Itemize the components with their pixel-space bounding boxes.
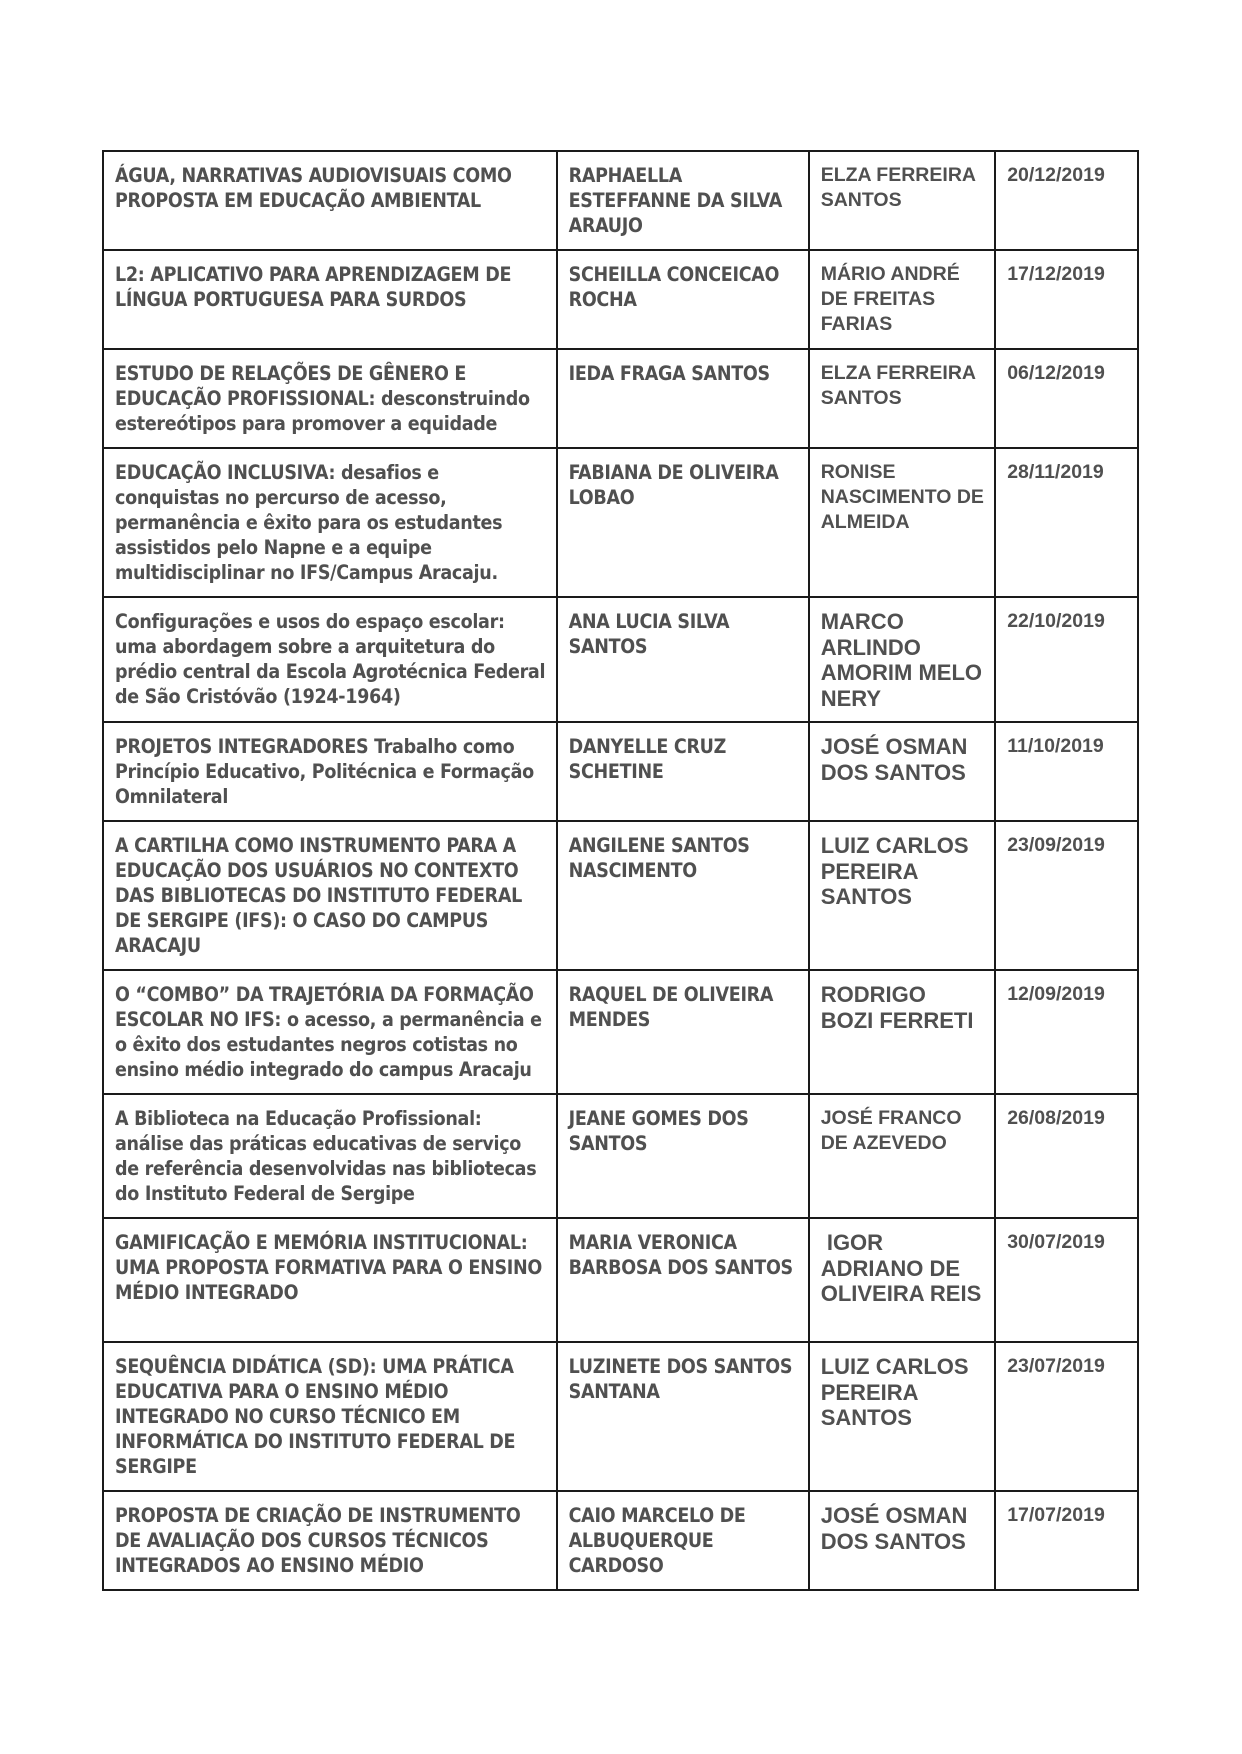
advisor-cell — [809, 821, 996, 970]
thesis-advisor: JOSÉ OSMAN DOS SANTOS — [820, 1503, 968, 1554]
defense-date: 22/10/2019 — [1007, 610, 1105, 632]
table-row — [103, 151, 1138, 250]
title-cell — [103, 151, 557, 250]
thesis-author: RAQUEL DE OLIVEIRA MENDES — [568, 983, 774, 1031]
date-cell — [995, 250, 1138, 349]
date-cell — [995, 821, 1138, 970]
date-cell — [995, 448, 1138, 597]
table-row — [103, 1342, 1138, 1491]
title-cell — [103, 1218, 557, 1342]
thesis-advisor: RODRIGO BOZI FERRETI — [820, 982, 974, 1033]
thesis-author: DANYELLE CRUZ SCHETINE — [568, 735, 727, 783]
title-cell — [103, 1491, 557, 1590]
table-row — [103, 597, 1138, 722]
author-cell — [557, 1491, 809, 1590]
author-cell — [557, 151, 809, 250]
thesis-author: MARIA VERONICA BARBOSA DOS SANTOS — [568, 1231, 793, 1279]
document-page — [102, 150, 1139, 1591]
author-cell — [557, 722, 809, 821]
thesis-title: PROPOSTA DE CRIAÇÃO DE INSTRUMENTO DE AVALIAÇÃO DOS CURSOS TÉCNICOS INTEGRADOS AO ENSINO MÉDIO — [115, 1504, 521, 1577]
thesis-title: L2: APLICATIVO PARA APRENDIZAGEM DE LÍNGUA PORTUGUESA PARA SURDOS — [115, 263, 512, 311]
author-cell — [557, 1218, 809, 1342]
thesis-author: JEANE GOMES DOS SANTOS — [568, 1107, 749, 1155]
thesis-title: O “COMBO” DA TRAJETÓRIA DA FORMAÇÃO ESCOLAR NO IFS: o acesso, a permanência e o êxito dos estudantes negros cotistas no ensino médio integrado do campus Aracaju — [115, 983, 542, 1081]
advisor-cell — [809, 970, 996, 1094]
author-cell — [557, 349, 809, 448]
advisor-cell — [809, 250, 996, 349]
defense-date: 11/10/2019 — [1007, 735, 1104, 757]
defense-date: 28/11/2019 — [1007, 461, 1104, 483]
thesis-author: SCHEILLA CONCEICAO ROCHA — [568, 263, 780, 311]
advisor-cell — [809, 722, 996, 821]
thesis-title: Configurações e usos do espaço escolar: uma abordagem sobre a arquitetura do prédio central da Escola Agrotécnica Federal de São Cristóvão (1924-1964) — [115, 610, 546, 708]
thesis-title: PROJETOS INTEGRADORES Trabalho como Princípio Educativo, Politécnica e Formação Omnilateral — [115, 735, 534, 808]
table-row — [103, 1094, 1138, 1218]
thesis-title: ÁGUA, NARRATIVAS AUDIOVISUAIS COMO PROPOSTA EM EDUCAÇÃO AMBIENTAL — [115, 164, 512, 212]
table-row — [103, 250, 1138, 349]
defense-date: 23/07/2019 — [1007, 1355, 1105, 1377]
thesis-author: ANGILENE SANTOS NASCIMENTO — [568, 834, 750, 882]
author-cell — [557, 597, 809, 722]
thesis-advisor: MÁRIO ANDRÉ DE FREITAS FARIAS — [820, 263, 960, 335]
thesis-title: EDUCAÇÃO INCLUSIVA: desafios e conquistas no percurso de acesso, permanência e êxito para os estudantes assistidos pelo Napne e a equipe multidisciplinar no IFS/Campus Aracaju. — [115, 461, 503, 584]
author-cell — [557, 821, 809, 970]
defense-date: 06/12/2019 — [1007, 362, 1105, 384]
thesis-advisor: ELZA FERREIRA SANTOS — [820, 362, 976, 409]
title-cell — [103, 1342, 557, 1491]
thesis-title: SEQUÊNCIA DIDÁTICA (SD): UMA PRÁTICA EDUCATIVA PARA O ENSINO MÉDIO INTEGRADO NO CURSO TÉCNICO EM INFORMÁTICA DO INSTITUTO FEDERAL DE SERGIPE — [115, 1355, 516, 1478]
thesis-advisor: LUIZ CARLOS PEREIRA SANTOS — [820, 833, 969, 909]
table-row — [103, 349, 1138, 448]
thesis-author: CAIO MARCELO DE ALBUQUERQUE CARDOSO — [568, 1504, 746, 1577]
title-cell — [103, 349, 557, 448]
advisor-cell — [809, 1342, 996, 1491]
title-cell — [103, 1094, 557, 1218]
thesis-author: FABIANA DE OLIVEIRA LOBAO — [568, 461, 779, 509]
thesis-advisor: IGOR ADRIANO DE OLIVEIRA REIS — [820, 1230, 982, 1306]
advisor-cell — [809, 1218, 996, 1342]
title-cell — [103, 448, 557, 597]
table-row — [103, 970, 1138, 1094]
table-row — [103, 448, 1138, 597]
advisor-cell — [809, 349, 996, 448]
date-cell — [995, 1094, 1138, 1218]
date-cell — [995, 1491, 1138, 1590]
date-cell — [995, 597, 1138, 722]
thesis-author: LUZINETE DOS SANTOS SANTANA — [568, 1355, 793, 1403]
thesis-advisor: LUIZ CARLOS PEREIRA SANTOS — [820, 1354, 969, 1430]
advisor-cell — [809, 597, 996, 722]
defense-date: 12/09/2019 — [1007, 983, 1105, 1005]
thesis-author: RAPHAELLA ESTEFFANNE DA SILVA ARAUJO — [568, 164, 782, 237]
table-row — [103, 1491, 1138, 1590]
date-cell — [995, 1342, 1138, 1491]
thesis-advisor: JOSÉ OSMAN DOS SANTOS — [820, 734, 968, 785]
title-cell — [103, 597, 557, 722]
table-row — [103, 821, 1138, 970]
theses-table-body — [103, 151, 1138, 1590]
date-cell — [995, 722, 1138, 821]
thesis-author: IEDA FRAGA SANTOS — [568, 362, 770, 385]
table-row — [103, 722, 1138, 821]
thesis-title: A Biblioteca na Educação Profissional: análise das práticas educativas de serviço de referência desenvolvidas nas bibliotecas do Instituto Federal de Sergipe — [115, 1107, 537, 1205]
theses-table — [102, 150, 1139, 1591]
advisor-cell — [809, 448, 996, 597]
title-cell — [103, 821, 557, 970]
title-cell — [103, 722, 557, 821]
author-cell — [557, 1342, 809, 1491]
table-row — [103, 1218, 1138, 1342]
thesis-title: GAMIFICAÇÃO E MEMÓRIA INSTITUCIONAL: UMA PROPOSTA FORMATIVA PARA O ENSINO MÉDIO INTEGRADO — [115, 1231, 543, 1304]
thesis-author: ANA LUCIA SILVA SANTOS — [568, 610, 730, 658]
author-cell — [557, 970, 809, 1094]
advisor-cell — [809, 1491, 996, 1590]
thesis-advisor: RONISE NASCIMENTO DE ALMEIDA — [820, 461, 984, 533]
date-cell — [995, 970, 1138, 1094]
defense-date: 17/12/2019 — [1007, 263, 1105, 285]
thesis-advisor: MARCO ARLINDO AMORIM MELO NERY — [820, 609, 983, 711]
date-cell — [995, 349, 1138, 448]
thesis-advisor: JOSÉ FRANCO DE AZEVEDO — [820, 1107, 962, 1154]
author-cell — [557, 1094, 809, 1218]
author-cell — [557, 250, 809, 349]
defense-date: 26/08/2019 — [1007, 1107, 1105, 1129]
title-cell — [103, 970, 557, 1094]
thesis-title: ESTUDO DE RELAÇÕES DE GÊNERO E EDUCAÇÃO PROFISSIONAL: desconstruindo estereótipos para promover a equidade — [115, 362, 530, 435]
defense-date: 30/07/2019 — [1007, 1231, 1105, 1253]
defense-date: 17/07/2019 — [1007, 1504, 1105, 1526]
defense-date: 23/09/2019 — [1007, 834, 1105, 856]
advisor-cell — [809, 151, 996, 250]
author-cell — [557, 448, 809, 597]
date-cell — [995, 1218, 1138, 1342]
thesis-advisor: ELZA FERREIRA SANTOS — [820, 164, 976, 211]
date-cell — [995, 151, 1138, 250]
thesis-title: A CARTILHA COMO INSTRUMENTO PARA A EDUCAÇÃO DOS USUÁRIOS NO CONTEXTO DAS BIBLIOTECAS DO INSTITUTO FEDERAL DE SERGIPE (IFS): O CASO DO CAMPUS ARACAJU — [115, 834, 523, 957]
title-cell — [103, 250, 557, 349]
advisor-cell — [809, 1094, 996, 1218]
defense-date: 20/12/2019 — [1007, 164, 1105, 186]
